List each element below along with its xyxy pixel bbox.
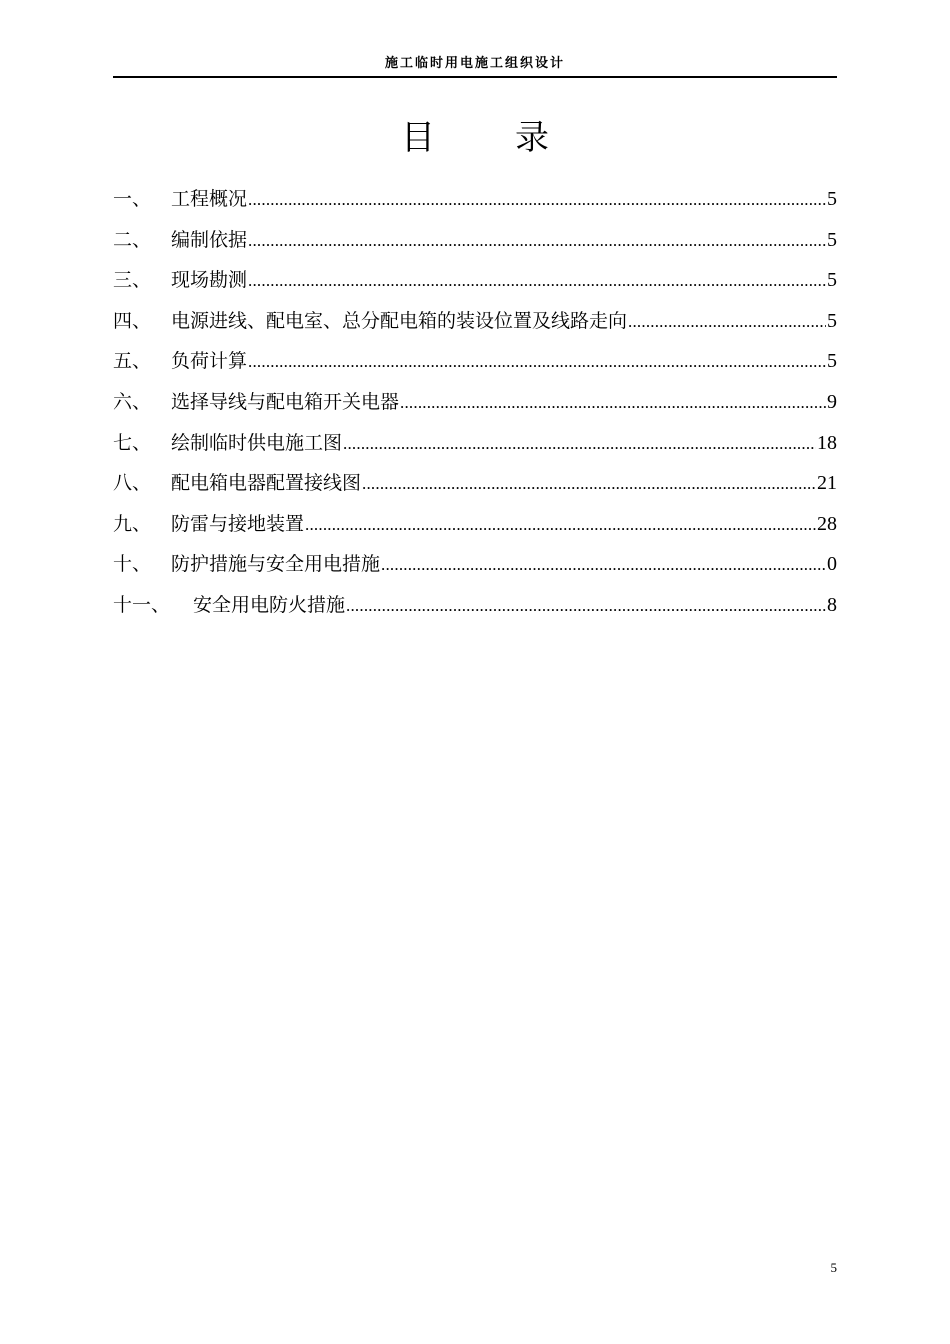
toc-entry-label: 电源进线、配电室、总分配电箱的装设位置及线路走向 bbox=[171, 309, 628, 332]
toc-list bbox=[113, 184, 837, 631]
toc-entry-page: 8 bbox=[827, 593, 837, 616]
toc-entry-label: 安全用电防火措施 bbox=[193, 593, 346, 616]
toc-title-char-1: 目 bbox=[401, 118, 435, 158]
toc-entry[interactable] bbox=[113, 468, 837, 509]
toc-dot-leader bbox=[400, 388, 826, 418]
toc-dot-leader bbox=[346, 591, 826, 621]
toc-dot-leader bbox=[362, 469, 816, 499]
toc-entry-number: 七、 bbox=[113, 431, 152, 454]
toc-dot-leader bbox=[343, 429, 816, 459]
toc-entry-label: 配电箱电器配置接线图 bbox=[171, 472, 362, 495]
toc-entry[interactable] bbox=[113, 225, 837, 266]
running-header-title: 施工临时用电施工组织设计 bbox=[384, 56, 565, 71]
toc-entry-number: 十一、 bbox=[113, 593, 171, 616]
toc-entry-label: 负荷计算 bbox=[171, 350, 248, 373]
toc-entry-page: 9 bbox=[827, 390, 837, 413]
toc-entry-label: 选择导线与配电箱开关电器 bbox=[171, 390, 400, 413]
toc-entry-number: 九、 bbox=[113, 512, 152, 535]
toc-entry[interactable] bbox=[113, 265, 837, 306]
toc-entry-page: 28 bbox=[817, 512, 837, 535]
toc-title-char-2: 录 bbox=[515, 118, 549, 158]
toc-entry-label: 现场勘测 bbox=[171, 269, 248, 292]
toc-entry-page: 21 bbox=[817, 472, 837, 495]
toc-entry-label: 编制依据 bbox=[171, 228, 248, 251]
toc-entry[interactable] bbox=[113, 184, 837, 225]
toc-entry-page: 5 bbox=[827, 228, 837, 251]
header-divider bbox=[113, 76, 837, 78]
toc-dot-leader bbox=[248, 266, 826, 296]
toc-entry-page: 18 bbox=[817, 431, 837, 454]
toc-entry[interactable] bbox=[113, 590, 837, 631]
toc-entry-label: 绘制临时供电施工图 bbox=[171, 431, 343, 454]
toc-entry-number: 四、 bbox=[113, 309, 152, 332]
footer-page-number: 5 bbox=[830, 1260, 837, 1275]
toc-entry-page: 5 bbox=[827, 269, 837, 292]
toc-entry-number: 八、 bbox=[113, 472, 152, 495]
toc-entry-label: 防护措施与安全用电措施 bbox=[171, 553, 381, 576]
toc-dot-leader bbox=[248, 185, 826, 215]
toc-entry[interactable] bbox=[113, 346, 837, 387]
toc-dot-leader bbox=[248, 226, 826, 256]
toc-dot-leader bbox=[381, 550, 826, 580]
toc-entry-label: 防雷与接地装置 bbox=[171, 512, 305, 535]
toc-entry[interactable] bbox=[113, 428, 837, 469]
toc-entry-number: 三、 bbox=[113, 269, 152, 292]
toc-entry-page: 0 bbox=[827, 553, 837, 576]
toc-entry[interactable] bbox=[113, 306, 837, 347]
toc-dot-leader bbox=[305, 510, 816, 540]
toc-entry-page: 5 bbox=[827, 309, 837, 332]
toc-title bbox=[113, 116, 837, 160]
toc-entry-page: 5 bbox=[827, 350, 837, 373]
toc-entry-page: 5 bbox=[827, 188, 837, 210]
toc-entry-number: 五、 bbox=[113, 350, 152, 373]
toc-entry[interactable] bbox=[113, 387, 837, 428]
toc-entry-number: 六、 bbox=[113, 390, 152, 413]
toc-dot-leader bbox=[248, 347, 826, 377]
toc-entry[interactable] bbox=[113, 509, 837, 550]
toc-entry-number: 一、 bbox=[113, 188, 152, 210]
toc-dot-leader bbox=[628, 307, 826, 337]
toc-entry-number: 二、 bbox=[113, 228, 152, 251]
toc-entry-number: 十、 bbox=[113, 553, 152, 576]
toc-entry-label: 工程概况 bbox=[171, 188, 248, 210]
toc-entry[interactable] bbox=[113, 549, 837, 590]
